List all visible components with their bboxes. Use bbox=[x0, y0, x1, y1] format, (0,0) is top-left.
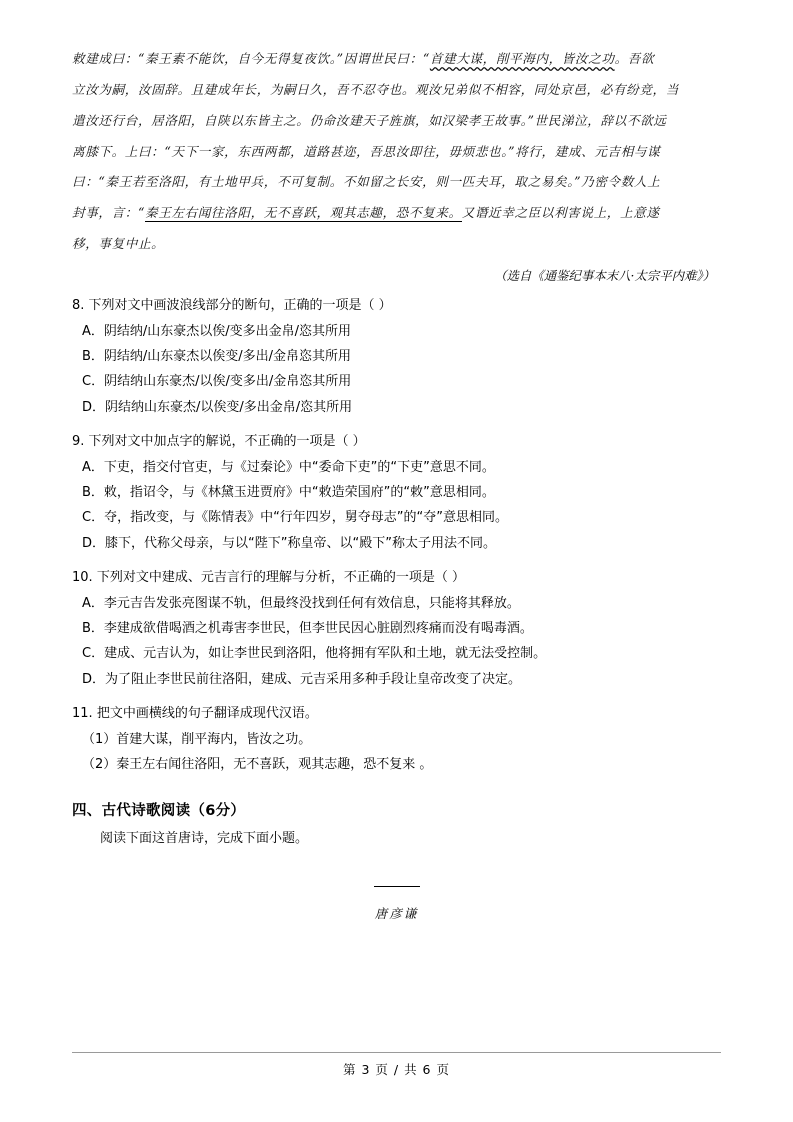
question-10-option-b: B．李建成欲借喝酒之机毒害李世民，但李世民因心脏剧烈疼痛而没有喝毒酒。 bbox=[82, 621, 533, 637]
page-footer bbox=[0, 1052, 793, 1078]
passage-line-text-6b: 又谮近幸之臣以利害说上，上意遂 bbox=[461, 205, 660, 221]
passage-line-text-1: 敕建成曰：“秦王素不能饮，自今无得复夜饮。”因谓世民曰：“ bbox=[72, 51, 430, 66]
question-9-option-d: D．膝下，代称父母亲，与以“陛下”称皇帝、以“殿下”称太子用法不同。 bbox=[82, 535, 496, 551]
footer-divider bbox=[72, 1052, 721, 1053]
question-9-text: 下列对文中加点字的解说，不正确的一项是（ ） bbox=[88, 433, 366, 449]
question-11 bbox=[72, 702, 721, 777]
question-11-text: 把文中画横线的句子翻译成现代汉语。 bbox=[96, 706, 318, 722]
question-8-option-a: A．阴结纳/山东豪杰以俟/变多出金帛/恣其所用 bbox=[82, 323, 352, 339]
question-11-sub-2: （2）秦王左右闻往洛阳，无不喜跃，观其志趣，恐不复来 。 bbox=[82, 757, 433, 773]
question-11-stem bbox=[72, 702, 721, 727]
question-11-number: 11. bbox=[72, 706, 93, 722]
question-8-stem bbox=[72, 294, 721, 319]
question-8-number: 8. bbox=[72, 297, 85, 313]
question-10-option-d: D．为了阻止李世民前往洛阳，建成、元吉采用多种手段让皇帝改变了决定。 bbox=[82, 671, 522, 687]
page-number: 第 3 页 / 共 6 页 bbox=[343, 1062, 450, 1077]
passage-line: 离膝下。上曰：“天下一家，东西两都，道路甚迩，吾思汝即往，毋烦悲也。”将行，建成、元吉相与谋 bbox=[72, 143, 661, 159]
passage-line: 移，事复中止。 bbox=[72, 236, 165, 252]
question-8-option-c: C．阴结纳山东豪杰/以俟/变多出/金帛恣其所用 bbox=[82, 374, 352, 390]
question-10 bbox=[72, 566, 721, 692]
straight-underlined-text: 秦王左右闻往洛阳，无不喜跃，观其志趣，恐不复来。 bbox=[145, 205, 462, 221]
passage-line bbox=[72, 198, 721, 229]
question-9-option-b: B．敕，指诏令，与《林黛玉进贾府》中“敕造荣国府”的“敕”意思相同。 bbox=[82, 485, 495, 500]
wave-underlined-text: 首建大谋，削平海内，皆汝之功 bbox=[429, 51, 615, 66]
passage-line bbox=[72, 44, 721, 75]
question-9-option-a: A．下吏，指交付官吏，与《过秦论》中“委命下吏”的“下吏”意思不同。 bbox=[82, 459, 495, 475]
question-9 bbox=[72, 430, 721, 556]
poem-author: 唐彦谦 bbox=[374, 905, 419, 921]
section-heading: 四、古代诗歌阅读（6分） bbox=[72, 803, 246, 820]
question-8 bbox=[72, 294, 721, 420]
question-9-number: 9. bbox=[72, 433, 85, 449]
question-8-text: 下列对文中画波浪线部分的断句，正确的一项是（ ） bbox=[88, 297, 392, 313]
passage-source: （选自《通鉴纪事本末八·太宗平内难》） bbox=[494, 267, 715, 283]
question-10-stem bbox=[72, 566, 721, 591]
passage-line: 立汝为嗣，汝固辞。且建成年长，为嗣日久，吾不忍夺也。观汝兄弟似不相容，同处京邑，必有纷竞，当 bbox=[72, 81, 679, 97]
question-8-option-d: D．阴结纳山东豪杰/以俟变/多出金帛/恣其所用 bbox=[82, 399, 353, 415]
question-10-option-a: A．李元吉告发张亮图谋不轨，但最终没找到任何有效信息，只能将其释放。 bbox=[82, 595, 520, 611]
question-10-text: 下列对文中建成、元吉言行的理解与分析，不正确的一项是（ ） bbox=[96, 570, 465, 586]
question-10-option-c: C．建成、元吉认为，如让李世民到洛阳，他将拥有军队和土地，就无法受控制。 bbox=[82, 646, 547, 662]
question-8-option-b: B．阴结纳/山东豪杰以俟变/多出/金帛恣其所用 bbox=[82, 348, 352, 364]
question-9-option-c: C．夺，指改变，与《陈情表》中“行年四岁，舅夺母志”的“夺”意思相同。 bbox=[82, 510, 509, 526]
poem-intro: 阅读下面这首唐诗，完成下面小题。 bbox=[100, 831, 309, 847]
question-9-stem bbox=[72, 430, 721, 455]
question-11-sub-1: （1）首建大谋，削平海内，皆汝之功。 bbox=[82, 731, 312, 747]
poem-divider bbox=[374, 886, 420, 887]
passage-line: 遣汝还行台，居洛阳，自陕以东皆主之。仍命汝建天子旌旗，如汉梁孝王故事。”世民涕泣，辞以不欲远 bbox=[72, 112, 667, 128]
classical-passage bbox=[72, 44, 721, 260]
passage-line-text-1b: 。吾欲 bbox=[614, 51, 655, 66]
passage-line: 曰：“秦王若至洛阳，有土地甲兵，不可复制。不如留之长安，则一匹夫耳，取之易矣。”乃密令数人上 bbox=[72, 174, 661, 190]
passage-line-text-6a: 封事，言：“ bbox=[72, 205, 146, 221]
question-10-number: 10. bbox=[72, 570, 93, 586]
